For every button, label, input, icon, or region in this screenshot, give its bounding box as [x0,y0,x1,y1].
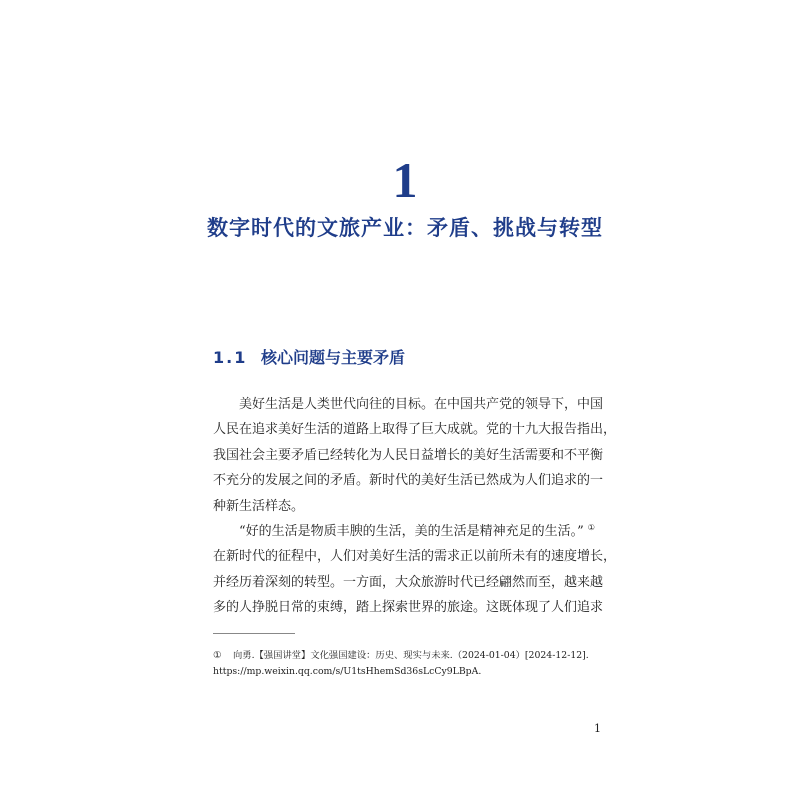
quote-text: “好的生活是物质丰腴的生活，美的生活是精神充足的生活。” [239,523,584,539]
section-heading [213,345,405,371]
paragraph-line: 不充分的发展之间的矛盾。新时代的美好生活已然成为人们追求的一 [213,473,604,489]
footnote-divider [213,633,295,634]
footnote [213,648,608,679]
footnote-reference[interactable]: ① [587,522,595,532]
footnote-line [213,648,608,664]
paragraph-line: 在新时代的征程中，人们对美好生活的需求正以前所未有的速度增长， [213,549,617,565]
paragraph-line [213,519,603,544]
paragraph-line: 我国社会主要矛盾已经转化为人民日益增长的美好生活需要和不平衡 [213,447,604,463]
paragraph [213,519,617,621]
paragraph-line: 美好生活是人类世代向往的目标。在中国共产党的领导下，中国 [239,397,604,412]
page-number: 1 [594,722,601,735]
chapter-title: 数字时代的文旅产业：矛盾、挑战与转型 [207,216,603,240]
paragraph-line: 并经历着深刻的转型。一方面，大众旅游时代已经翩然而至，越来越 [213,574,604,590]
paragraph [213,392,617,519]
section-number: 1.1 [213,348,248,367]
paragraph-line: 种新生活样态。 [213,498,305,514]
chapter-number: 1 [392,152,418,208]
footnote-url[interactable]: https://mp.weixin.qq.com/s/U1tsHhemSd36sLcCy9LBpA. [213,665,482,677]
section-title: 核心问题与主要矛盾 [261,348,406,367]
footnote-mark: ① [213,650,222,661]
footnote-citation: 向勇.【强国讲堂】文化强国建设：历史、现实与未来.（2024-01-04）[2024-12-12]. [233,650,589,661]
paragraph-line: 多的人挣脱日常的束缚，踏上探索世界的旅途。这既体现了人们追求 [213,600,604,616]
paragraph-line: 人民在追求美好生活的道路上取得了巨大成就。党的十九大报告指出， [213,422,617,438]
body-text [213,392,617,621]
